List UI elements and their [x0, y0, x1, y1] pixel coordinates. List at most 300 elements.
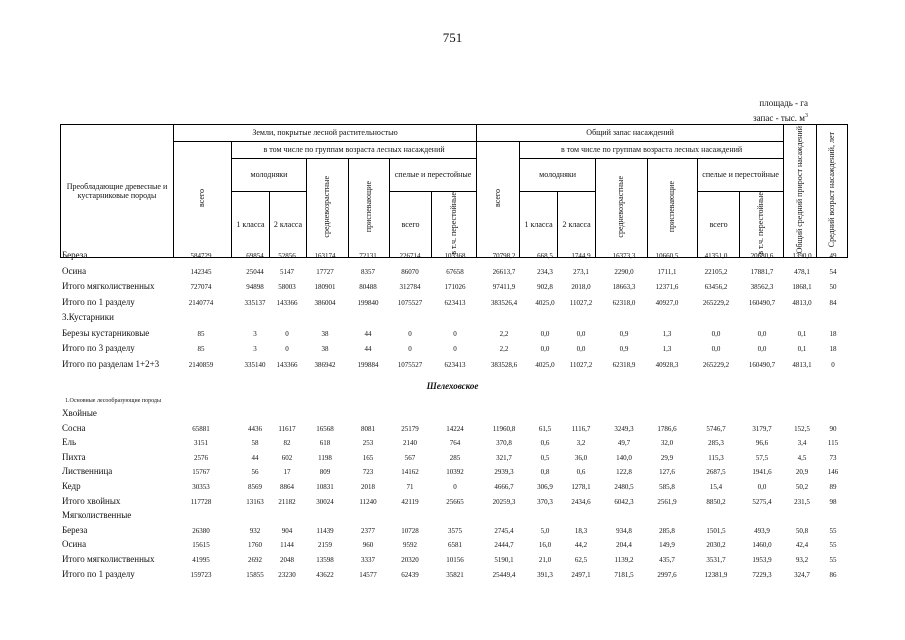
table-cell: 5147: [280, 267, 294, 276]
table-cell: 55: [829, 541, 837, 550]
table-cell: 435,7: [659, 556, 675, 564]
table-cell: 2444,7: [494, 541, 514, 550]
table-cell: 85: [197, 345, 205, 353]
table-cell: 43622: [316, 570, 334, 579]
table-cell: 1,3: [662, 329, 672, 338]
table-cell: 4025,0: [535, 360, 555, 369]
table-cell: 0: [408, 329, 412, 338]
table-cell: 1786,6: [657, 424, 677, 433]
table-cell: 58003: [278, 283, 296, 291]
row-label: Итого по 3 разделу: [62, 343, 135, 353]
table-cell: 18: [829, 345, 837, 353]
header-stock-class1: 1 класса: [520, 192, 558, 258]
table-cell: 61,5: [538, 424, 552, 433]
table-cell: 62,5: [574, 556, 588, 564]
row-label: Береза: [62, 250, 88, 260]
table-cell: 44: [364, 345, 372, 353]
table-cell: 5746,7: [706, 424, 726, 433]
table-cell: 3: [253, 345, 257, 353]
table-cell: 89: [829, 483, 837, 491]
table-cell: 723: [362, 468, 374, 477]
table-cell: 16,0: [538, 541, 552, 550]
table-cell: 386942: [314, 360, 336, 369]
table-cell: 932: [249, 526, 261, 535]
row-label: Лиственница: [62, 466, 113, 477]
table-cell: 383528,6: [490, 360, 518, 369]
table-cell: 623413: [444, 360, 466, 369]
table-cell: 56: [251, 468, 259, 477]
header-land-mature-total: всего: [390, 192, 432, 258]
table-cell: 25449,4: [492, 570, 516, 579]
table-cell: 3531,7: [706, 556, 726, 564]
table-cell: 94898: [246, 283, 264, 291]
table-cell: 273,1: [573, 267, 589, 276]
table-cell: 23230: [278, 570, 296, 579]
header-land-total: [174, 142, 232, 258]
table-cell: 62318,9: [612, 360, 636, 369]
table-cell: 204,4: [616, 541, 632, 550]
table-cell: 370,8: [496, 439, 512, 448]
table-cell: 2140774: [188, 298, 214, 307]
table-cell: 3337: [361, 556, 375, 564]
table-cell: 52856: [278, 252, 296, 260]
units-stock-text: запас - тыс. м: [753, 113, 805, 123]
header-land-total-text: всего: [197, 189, 207, 208]
table-cell: 50,8: [795, 526, 809, 535]
units-area: площадь - га: [759, 98, 808, 108]
table-cell: 2939,3: [494, 468, 514, 477]
table-cell: 25044: [246, 267, 264, 276]
table-cell: 618: [319, 439, 331, 448]
table-cell: 11960,8: [492, 424, 516, 433]
table-cell: 54: [829, 267, 837, 276]
header-stock-total: [477, 142, 520, 258]
table-cell: 38: [321, 329, 329, 338]
table-cell: 960: [362, 541, 374, 550]
table-cell: 1390,0: [792, 252, 812, 260]
header-avg-age-text: Средний возраст насаждений, лет: [826, 132, 836, 248]
table-cell: 0,9: [619, 329, 629, 338]
table-cell: 11617: [278, 424, 296, 433]
table-cell: 1075527: [397, 360, 423, 369]
header-land-overmature: [432, 192, 477, 258]
section-note: 1.Основные лесообразующие породы: [65, 398, 161, 404]
table-cell: 6042,3: [614, 497, 634, 506]
table-cell: 2018: [361, 483, 375, 491]
table-cell: 234,3: [537, 267, 553, 276]
table-cell: 26613,7: [492, 267, 516, 276]
table-cell: 14162: [401, 468, 419, 477]
table-cell: 16373,3: [612, 252, 636, 260]
table-cell: 44: [364, 329, 372, 338]
table-cell: 12371,6: [655, 283, 679, 291]
table-cell: 231,5: [794, 497, 810, 506]
header-land-class1: 1 класса: [232, 192, 270, 258]
table-cell: 65881: [192, 424, 210, 433]
table-cell: 0: [831, 360, 835, 369]
table-cell: 585,8: [659, 483, 675, 491]
table-cell: 265229,2: [702, 298, 730, 307]
table-cell: 5,0: [540, 526, 550, 535]
table-cell: 50,2: [795, 483, 809, 491]
table-cell: 142345: [190, 267, 212, 276]
table-cell: 5275,4: [752, 497, 772, 506]
table-cell: 567: [404, 453, 416, 462]
table-cell: 85: [197, 329, 205, 338]
header-land-young: молодняки: [232, 159, 307, 192]
table-cell: 904: [281, 526, 293, 535]
table-cell: 285,3: [708, 439, 724, 448]
table-cell: 180901: [314, 283, 336, 291]
table-cell: 50: [829, 283, 837, 291]
table-cell: 16568: [316, 424, 334, 433]
row-label: Итого по 1 разделу: [62, 296, 135, 307]
table-cell: 22105,2: [704, 267, 728, 276]
row-label: Ель: [62, 437, 77, 448]
table-cell: 7181,5: [614, 570, 634, 579]
table-cell: 1953,9: [752, 556, 772, 564]
table-cell: 6581: [448, 541, 462, 550]
table-cell: 97411,9: [492, 283, 516, 291]
table-cell: 0: [453, 345, 457, 353]
table-cell: 668,5: [537, 252, 553, 260]
table-cell: 18663,3: [612, 283, 636, 291]
table-cell: 11027,2: [569, 298, 593, 307]
table-cell: 4813,1: [792, 360, 812, 369]
table-cell: 0,0: [576, 329, 586, 338]
table-cell: 383526,4: [490, 298, 518, 307]
header-stock-overmature-text: в т.ч. перестойные: [756, 192, 766, 255]
table-cell: 4813,0: [792, 298, 812, 307]
table-cell: 2159: [318, 541, 332, 550]
table-cell: 15855: [246, 570, 264, 579]
table-cell: 226714: [399, 252, 421, 260]
table-cell: 10156: [446, 556, 464, 564]
table-cell: 2140859: [188, 360, 214, 369]
table-cell: 3151: [194, 439, 208, 448]
table-cell: 32,0: [660, 439, 674, 448]
table-cell: 0,0: [757, 483, 767, 491]
table-cell: 14224: [446, 424, 464, 433]
table-cell: 17: [283, 468, 291, 477]
units-stock-superscript: 3: [805, 113, 808, 119]
table-cell: 727074: [190, 283, 212, 291]
header-stock-young: молодняки: [520, 159, 596, 192]
table-cell: 0,5: [540, 453, 550, 462]
header-stock-middle-text: средневозрастные: [616, 176, 626, 238]
table-cell: 159723: [190, 570, 212, 579]
table-cell: 20680,6: [750, 252, 774, 260]
table-cell: 312784: [399, 283, 421, 291]
table-cell: 493,9: [754, 526, 770, 535]
table-cell: 25179: [401, 424, 419, 433]
table-cell: 84: [829, 298, 837, 307]
table-cell: 49,7: [617, 439, 631, 448]
table-cell: 12381,9: [704, 570, 728, 579]
row-label: Итого мягколиственных: [62, 554, 155, 564]
table-cell: 1116,7: [571, 424, 591, 433]
table-cell: 160490,7: [748, 298, 776, 307]
table-cell: 199884: [357, 360, 379, 369]
table-cell: 8864: [280, 483, 294, 491]
table-cell: 3249,3: [614, 424, 634, 433]
table-cell: 35821: [446, 570, 464, 579]
header-stock-middle: [596, 159, 648, 258]
table-cell: 15767: [192, 468, 210, 477]
header-avg-age: [817, 125, 848, 258]
table-cell: 0,9: [619, 345, 629, 353]
table-cell: 2140: [403, 439, 417, 448]
header-stock-group: Общий запас насаждений: [477, 125, 784, 142]
table-cell: 0,0: [711, 329, 721, 338]
table-cell: 62439: [401, 570, 419, 579]
table-cell: 55: [829, 526, 837, 535]
header-growth-text: Общий средний прирост насаждений: [794, 126, 804, 254]
header-stock-premature-text: приспевающие: [667, 181, 677, 233]
table-cell: 1711,1: [657, 267, 677, 276]
table-cell: 2018,0: [571, 283, 591, 291]
table-cell: 13598: [316, 556, 334, 564]
table-cell: 2745,4: [494, 526, 514, 535]
header-stock-age-groups: в том числе по группам возраста лесных насаждений: [520, 142, 784, 159]
table-cell: 0,6: [540, 439, 550, 448]
row-label: Осина: [62, 539, 87, 550]
table-header: [60, 124, 848, 258]
table-cell: 1501,5: [706, 526, 726, 535]
table-cell: 7229,3: [752, 570, 772, 579]
row-label: Итого хвойных: [62, 495, 121, 506]
header-growth: [784, 125, 817, 258]
header-land-premature-text: приспевающие: [363, 181, 373, 233]
table-cell: 10831: [316, 483, 334, 491]
table-cell: 73: [829, 453, 837, 462]
table-cell: 20,9: [795, 468, 809, 477]
units-stock: [753, 113, 808, 123]
table-cell: 0,6: [576, 468, 586, 477]
table-cell: 8357: [361, 267, 375, 276]
table-cell: 20320: [401, 556, 419, 564]
table-cell: 809: [319, 468, 331, 477]
row-label: Итого по разделам 1+2+3: [62, 358, 160, 369]
table-cell: 1075527: [397, 298, 423, 307]
table-cell: 324,7: [794, 570, 810, 579]
table-cell: 0: [453, 483, 457, 491]
table-cell: 1278,1: [571, 483, 591, 491]
table-cell: 49: [829, 252, 837, 260]
table-cell: 1144: [280, 541, 294, 550]
table-cell: 386004: [314, 298, 336, 307]
table-cell: 2997,6: [657, 570, 677, 579]
table-cell: 62318,0: [612, 298, 636, 307]
row-label: Осина: [62, 265, 87, 276]
table-cell: 2,2: [499, 345, 509, 353]
table-cell: 8569: [248, 483, 262, 491]
header-land-middle-text: средневозрастные: [322, 176, 332, 238]
row-label: 3.Кустарники: [62, 312, 114, 322]
row-label: Березы кустарниковые: [62, 327, 150, 338]
table-cell: 146: [827, 468, 839, 477]
table-cell: 5190,1: [494, 556, 514, 564]
table-cell: 199840: [357, 298, 379, 307]
table-cell: 115: [827, 439, 839, 448]
table-cell: 98: [829, 497, 837, 506]
header-land-overmature-text: в т.ч. перестойные: [448, 192, 458, 255]
table-cell: 36,0: [574, 453, 588, 462]
header-stock-class2: 2 класса: [558, 192, 596, 258]
table-cell: 11439: [316, 526, 334, 535]
row-label: Хвойные: [62, 408, 97, 418]
header-stock-premature: [648, 159, 698, 258]
table-cell: 0: [408, 345, 412, 353]
table-cell: 3: [253, 329, 257, 338]
table-cell: 140,0: [616, 453, 632, 462]
table-cell: 478,1: [794, 267, 810, 276]
table-cell: 4666,7: [494, 483, 514, 491]
table-cell: 8850,2: [706, 497, 726, 506]
table-cell: 90: [829, 424, 837, 433]
table-cell: 38: [321, 345, 329, 353]
header-species: Преобладающие древесные и кустарниковые породы: [61, 125, 174, 258]
table-cell: 13163: [246, 497, 264, 506]
table-cell: 11027,2: [569, 360, 593, 369]
table-cell: 82: [283, 439, 291, 448]
table-cell: 934,8: [616, 526, 632, 535]
table-cell: 10728: [401, 526, 419, 535]
header-stock-mature-total: всего: [698, 192, 740, 258]
row-label: Сосна: [62, 422, 86, 433]
table-cell: 4,5: [797, 453, 807, 462]
table-cell: 103368: [444, 252, 466, 260]
table-cell: 8081: [361, 424, 375, 433]
table-cell: 3575: [448, 526, 462, 535]
header-land-middle: [307, 159, 349, 258]
table-cell: 335140: [244, 360, 266, 369]
table-cell: 1460,0: [752, 541, 772, 550]
table-cell: 117728: [190, 497, 212, 506]
table-cell: 1198: [318, 453, 332, 462]
table-cell: 1744,9: [571, 252, 591, 260]
table-cell: 0,0: [540, 329, 550, 338]
table-cell: 1,3: [662, 345, 672, 353]
table-cell: 0: [285, 329, 289, 338]
table-cell: 2497,1: [571, 570, 591, 579]
section-title: Шелеховское: [426, 381, 479, 391]
table-cell: 1941,6: [752, 468, 772, 477]
table-cell: 26380: [192, 526, 210, 535]
table-cell: 2030,2: [706, 541, 726, 550]
table-cell: 0,0: [576, 345, 586, 353]
table-cell: 42,4: [795, 541, 809, 550]
table-cell: 44,2: [574, 541, 588, 550]
table-cell: 70798,2: [492, 252, 516, 260]
table-cell: 2048: [280, 556, 294, 564]
table-cell: 20259,3: [492, 497, 516, 506]
table-cell: 285,8: [659, 526, 675, 535]
table-cell: 4025,0: [535, 298, 555, 307]
table-cell: 2561,9: [657, 497, 677, 506]
header-stock-mature: спелые и перестойные: [698, 159, 784, 192]
header-land-premature: [349, 159, 390, 258]
table-cell: 3,2: [576, 439, 586, 448]
header-stock-total-text: всего: [492, 189, 502, 208]
table-cell: 38562,3: [750, 283, 774, 291]
table-cell: 18: [829, 329, 837, 338]
table-cell: 21182: [278, 497, 296, 506]
table-cell: 40928,3: [655, 360, 679, 369]
table-cell: 0,8: [540, 468, 550, 477]
table-cell: 143366: [276, 298, 298, 307]
table-cell: 127,6: [659, 468, 675, 477]
row-label: Береза: [62, 524, 88, 535]
table-cell: 41351,0: [704, 252, 728, 260]
table-cell: 44: [251, 453, 259, 462]
table-cell: 122,8: [616, 468, 632, 477]
header-land-group: Земли, покрытые лесной растительностью: [174, 125, 477, 142]
table-cell: 1868,1: [792, 283, 812, 291]
table-cell: 2377: [361, 526, 375, 535]
table-cell: 71: [406, 483, 414, 491]
table-cell: 2692: [248, 556, 262, 564]
row-label: Итого по 1 разделу: [62, 568, 135, 579]
table-cell: 40927,0: [655, 298, 679, 307]
table-cell: 21,0: [538, 556, 552, 564]
table-cell: 17727: [316, 267, 334, 276]
table-cell: 69854: [246, 252, 264, 260]
table-cell: 4436: [248, 424, 262, 433]
table-cell: 2687,5: [706, 468, 726, 477]
table-cell: 0: [453, 329, 457, 338]
table-cell: 29,9: [660, 453, 674, 462]
table-cell: 0,1: [797, 345, 807, 353]
table-cell: 3,4: [797, 439, 807, 448]
table-cell: 3179,7: [752, 424, 772, 433]
table-cell: 152,5: [794, 424, 810, 433]
table-cell: 1760: [248, 541, 262, 550]
header-stock-overmature: [740, 192, 784, 258]
table-cell: 143366: [276, 360, 298, 369]
header-land-age-groups: в том числе по группам возраста лесных насаждений: [232, 142, 477, 159]
table-cell: 764: [449, 439, 461, 448]
page-number: 751: [442, 30, 463, 45]
table-cell: 18,3: [574, 526, 588, 535]
table-cell: 2480,5: [614, 483, 634, 491]
row-label: Кедр: [62, 481, 81, 491]
table-cell: 93,2: [795, 556, 809, 564]
header-land-mature: спелые и перестойные: [390, 159, 477, 192]
table-cell: 2,2: [499, 329, 509, 338]
table-cell: 96,6: [755, 439, 769, 448]
table-cell: 0,0: [540, 345, 550, 353]
table-cell: 55: [829, 556, 837, 564]
header-land-class2: 2 класса: [270, 192, 307, 258]
table-cell: 149,9: [659, 541, 675, 550]
table-cell: 0,1: [797, 329, 807, 338]
row-label: Мягколиственные: [62, 510, 132, 521]
table-cell: 63456,2: [704, 283, 728, 291]
table-cell: 0,0: [711, 345, 721, 353]
table-cell: 602: [281, 453, 293, 462]
table-cell: 86: [829, 570, 837, 579]
table-cell: 321,7: [496, 453, 512, 462]
table-cell: 584729: [190, 252, 212, 260]
table-cell: 335137: [244, 298, 266, 307]
table-cell: 370,3: [537, 497, 553, 506]
table-cell: 2576: [194, 453, 208, 462]
table-cell: 2434,6: [571, 497, 591, 506]
table-cell: 17881,7: [750, 267, 774, 276]
row-label: Пихта: [62, 451, 86, 462]
table-cell: 15615: [192, 541, 210, 550]
